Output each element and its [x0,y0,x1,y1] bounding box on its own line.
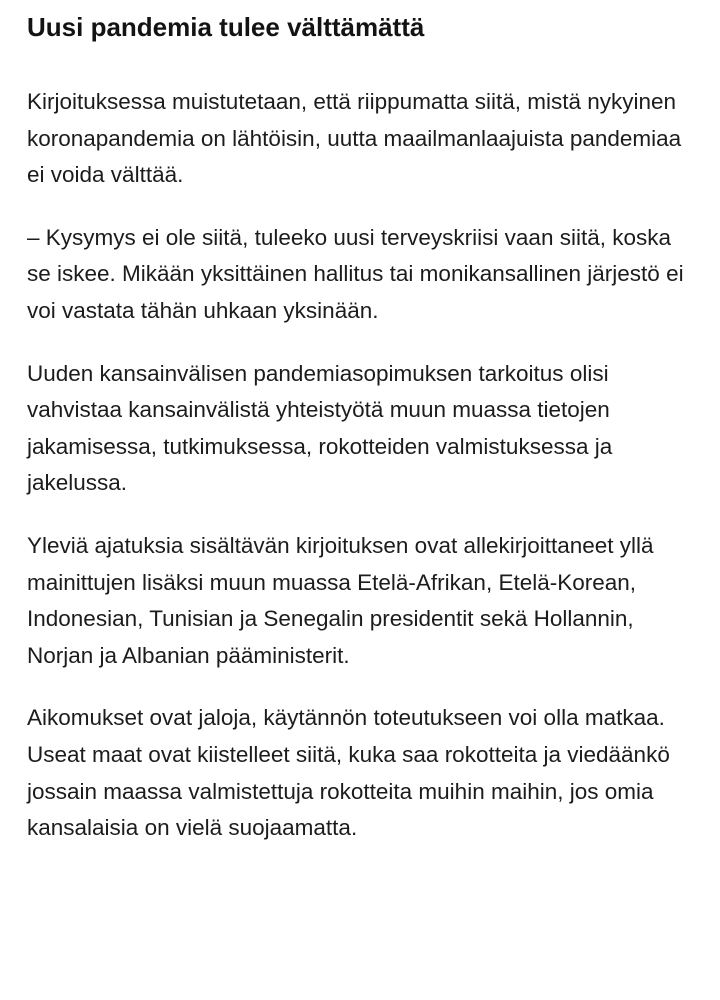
section-heading: Uusi pandemia tulee välttämättä [27,12,425,42]
article-paragraph: Uuden kansainvälisen pandemiasopimuksen tarkoitus olisi vahvistaa kansainvälistä yhteistyötä muun muassa tietojen jakamisessa, tutkimuksessa, rokotteiden valmistuksessa ja jakelussa. [27,360,613,496]
article-paragraph: Yleviä ajatuksia sisältävän kirjoituksen ovat allekirjoittaneet yllä mainittujen lisäksi muun muassa Etelä-Afrikan, Etelä-Korean, Indonesian, Tunisian ja Senegalin presidentit sekä Hollannin, Norjan ja Albanian pääministerit. [27,532,654,668]
article-paragraph: Aikomukset ovat jaloja, käytännön toteutukseen voi olla matkaa. Useat maat ovat kiistelleet siitä, kuka saa rokotteita ja viedäänkö jossain maassa valmistettuja rokotteita muihin maihin, jos omia kansalaisia on vielä suojaamatta. [27,705,670,841]
article-paragraph: Kirjoituksessa muistutetaan, että riippumatta siitä, mistä nykyinen koronapandemia on lähtöisin, uutta maailmanlaajuista pandemiaa ei voida välttää. [27,89,682,188]
article-paragraph-quote: – Kysymys ei ole siitä, tuleeko uusi terveyskriisi vaan siitä, koska se iskee. Mikään yksittäinen hallitus tai monikansallinen järjestö ei voi vastata tähän uhkaan yksinään. [27,224,684,323]
